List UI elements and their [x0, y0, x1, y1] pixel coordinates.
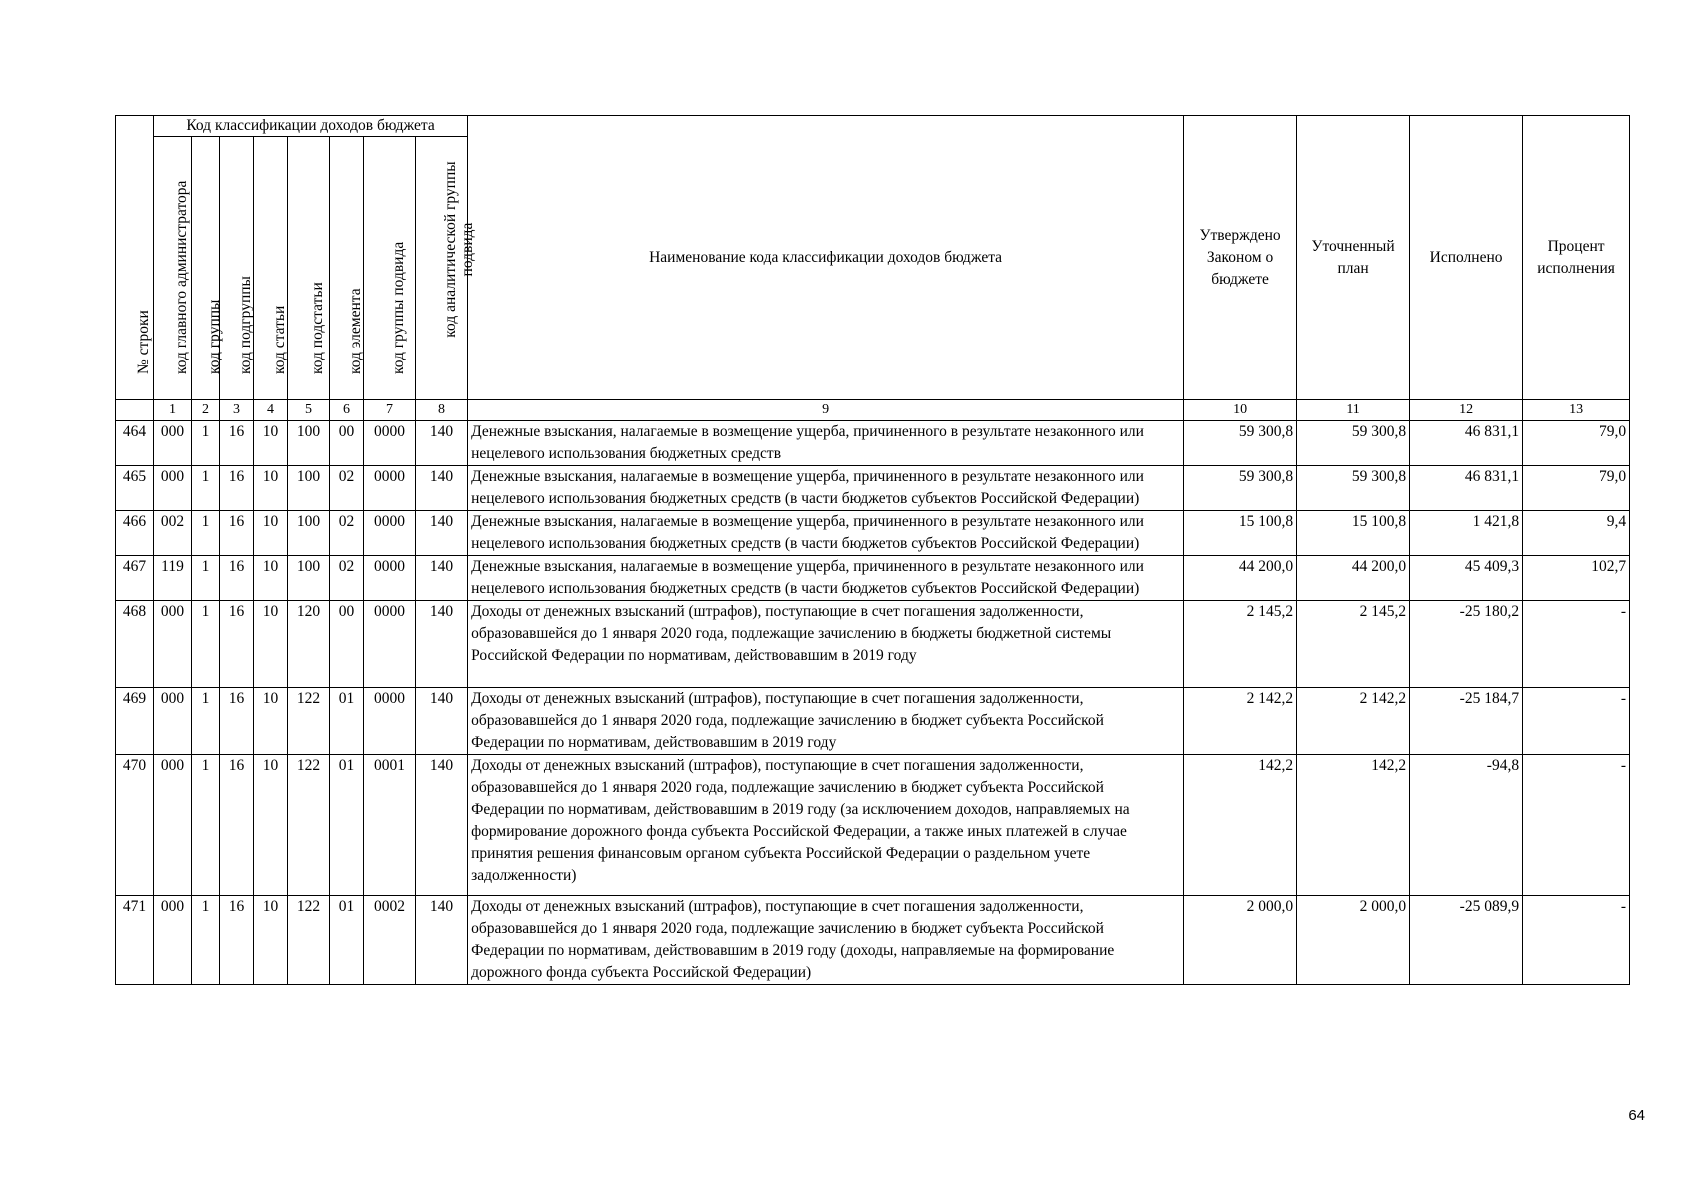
- cell-name: Доходы от денежных взысканий (штрафов), поступающие в счет погашения задолженности, образовавшейся до 1 января 2020 года, подлежащие зачислению в бюджет субъекта Российской Федерации по нормативам, действовавшим в 2019 году (доходы, направляемые на формирование дорожного фонда субъекта Российской Федерации): [468, 896, 1184, 985]
- cell-refined: 59 300,8: [1297, 466, 1410, 511]
- cell-c8: 140: [416, 421, 468, 466]
- cell-c4: 10: [254, 466, 288, 511]
- cell-c4: 10: [254, 896, 288, 985]
- header-code-article: код статьи: [254, 137, 288, 400]
- table-row: [116, 688, 1630, 755]
- col-number: 2: [192, 400, 220, 421]
- cell-c8: 140: [416, 466, 468, 511]
- cell-c3: 16: [220, 755, 254, 896]
- cell-c1: 119: [154, 556, 192, 601]
- page-number: 64: [1628, 1107, 1645, 1124]
- header-row-group: [116, 116, 1630, 137]
- cell-refined: 2 000,0: [1297, 896, 1410, 985]
- cell-c2: 1: [192, 688, 220, 755]
- cell-c4: 10: [254, 511, 288, 556]
- cell-c4: 10: [254, 601, 288, 688]
- cell-executed: 1 421,8: [1410, 511, 1523, 556]
- cell-name: Денежные взыскания, налагаемые в возмещение ущерба, причиненного в результате незаконного или нецелевого использования бюджетных средств (в части бюджетов субъектов Российской Федерации): [468, 511, 1184, 556]
- cell-name: Доходы от денежных взысканий (штрафов), поступающие в счет погашения задолженности, образовавшейся до 1 января 2020 года, подлежащие зачислению в бюджет субъекта Российской Федерации по нормативам, действовавшим в 2019 году: [468, 688, 1184, 755]
- col-number: 9: [468, 400, 1184, 421]
- cell-c7: 0001: [364, 755, 416, 896]
- cell-c1: 000: [154, 688, 192, 755]
- cell-executed: -94,8: [1410, 755, 1523, 896]
- cell-c1: 000: [154, 601, 192, 688]
- cell-name: Доходы от денежных взысканий (штрафов), поступающие в счет погашения задолженности, образовавшейся до 1 января 2020 года, подлежащие зачислению в бюджеты бюджетной системы Российской Федерации по нормативам, действовавшим в 2019 году: [468, 601, 1184, 688]
- cell-name: Денежные взыскания, налагаемые в возмещение ущерба, причиненного в результате незаконного или нецелевого использования бюджетных средств (в части бюджетов субъектов Российской Федерации): [468, 466, 1184, 511]
- table-row: [116, 421, 1630, 466]
- cell-c7: 0000: [364, 466, 416, 511]
- cell-c5: 100: [288, 511, 330, 556]
- cell-c6: 02: [330, 466, 364, 511]
- cell-approved: 44 200,0: [1184, 556, 1297, 601]
- cell-c3: 16: [220, 896, 254, 985]
- cell-name: Денежные взыскания, налагаемые в возмещение ущерба, причиненного в результате незаконного или нецелевого использования бюджетных средств: [468, 421, 1184, 466]
- header-code-admin: код главного администратора: [154, 137, 192, 400]
- header-row-no: № строки: [116, 116, 154, 400]
- cell-c5: 100: [288, 466, 330, 511]
- cell-executed: 46 831,1: [1410, 466, 1523, 511]
- table-row: [116, 466, 1630, 511]
- cell-approved: 2 142,2: [1184, 688, 1297, 755]
- cell-no: 470: [116, 755, 154, 896]
- cell-c2: 1: [192, 755, 220, 896]
- cell-c4: 10: [254, 556, 288, 601]
- cell-percent: 79,0: [1523, 466, 1630, 511]
- col-number: 12: [1410, 400, 1523, 421]
- cell-c7: 0000: [364, 556, 416, 601]
- cell-c5: 122: [288, 896, 330, 985]
- cell-name: Денежные взыскания, налагаемые в возмещение ущерба, причиненного в результате незаконного или нецелевого использования бюджетных средств (в части бюджетов субъектов Российской Федерации): [468, 556, 1184, 601]
- cell-refined: 142,2: [1297, 755, 1410, 896]
- cell-no: 469: [116, 688, 154, 755]
- table-row: [116, 601, 1630, 688]
- cell-c1: 000: [154, 896, 192, 985]
- cell-approved: 2 000,0: [1184, 896, 1297, 985]
- cell-c6: 01: [330, 688, 364, 755]
- cell-percent: 9,4: [1523, 511, 1630, 556]
- cell-c2: 1: [192, 601, 220, 688]
- header-name: Наименование кода классификации доходов бюджета: [468, 116, 1184, 400]
- cell-c2: 1: [192, 466, 220, 511]
- cell-approved: 15 100,8: [1184, 511, 1297, 556]
- cell-c8: 140: [416, 755, 468, 896]
- cell-executed: 46 831,1: [1410, 421, 1523, 466]
- cell-refined: 2 142,2: [1297, 688, 1410, 755]
- col-number: 13: [1523, 400, 1630, 421]
- col-number: 8: [416, 400, 468, 421]
- cell-c7: 0000: [364, 421, 416, 466]
- cell-c5: 120: [288, 601, 330, 688]
- col-number: 3: [220, 400, 254, 421]
- column-number-row: [116, 400, 1630, 421]
- cell-approved: 142,2: [1184, 755, 1297, 896]
- cell-c3: 16: [220, 511, 254, 556]
- cell-c5: 122: [288, 688, 330, 755]
- cell-c8: 140: [416, 896, 468, 985]
- budget-revenue-table: [115, 115, 1630, 985]
- header-executed: Исполнено: [1410, 116, 1523, 400]
- cell-c6: 00: [330, 601, 364, 688]
- cell-c3: 16: [220, 601, 254, 688]
- cell-executed: 45 409,3: [1410, 556, 1523, 601]
- cell-percent: -: [1523, 755, 1630, 896]
- cell-c8: 140: [416, 601, 468, 688]
- col-number: 7: [364, 400, 416, 421]
- header-code-analytic: код аналитической группы подвида: [416, 137, 468, 400]
- cell-c3: 16: [220, 466, 254, 511]
- table-row: [116, 896, 1630, 985]
- cell-c3: 16: [220, 688, 254, 755]
- cell-c8: 140: [416, 511, 468, 556]
- cell-percent: 79,0: [1523, 421, 1630, 466]
- cell-executed: -25 184,7: [1410, 688, 1523, 755]
- cell-percent: 102,7: [1523, 556, 1630, 601]
- cell-name: Доходы от денежных взысканий (штрафов), поступающие в счет погашения задолженности, образовавшейся до 1 января 2020 года, подлежащие зачислению в бюджет субъекта Российской Федерации по нормативам, действовавшим в 2019 году (за исключением доходов, направляемых на формирование дорожного фонда субъекта Российской Федерации, а также иных платежей в случае принятия решения финансовым органом субъекта Российской Федерации о раздельном учете задолженности): [468, 755, 1184, 896]
- cell-no: 466: [116, 511, 154, 556]
- header-approved: Утверждено Законом о бюджете: [1184, 116, 1297, 400]
- col-number: 10: [1184, 400, 1297, 421]
- header-code-element: код элемента: [330, 137, 364, 400]
- header-code-subtype-group: код группы подвида: [364, 137, 416, 400]
- header-code-subarticle: код подстатьи: [288, 137, 330, 400]
- cell-c5: 100: [288, 556, 330, 601]
- cell-c6: 00: [330, 421, 364, 466]
- cell-c7: 0002: [364, 896, 416, 985]
- header-code-group-col: код группы: [192, 137, 220, 400]
- cell-refined: 2 145,2: [1297, 601, 1410, 688]
- col-number: 5: [288, 400, 330, 421]
- cell-approved: 59 300,8: [1184, 466, 1297, 511]
- cell-percent: -: [1523, 896, 1630, 985]
- cell-approved: 59 300,8: [1184, 421, 1297, 466]
- cell-no: 468: [116, 601, 154, 688]
- col-number: 1: [154, 400, 192, 421]
- cell-c1: 000: [154, 755, 192, 896]
- cell-c8: 140: [416, 688, 468, 755]
- cell-c2: 1: [192, 896, 220, 985]
- col-number: 4: [254, 400, 288, 421]
- header-refined: Уточненный план: [1297, 116, 1410, 400]
- header-code-subgroup: код подгруппы: [220, 137, 254, 400]
- cell-no: 464: [116, 421, 154, 466]
- table-row: [116, 511, 1630, 556]
- cell-c3: 16: [220, 556, 254, 601]
- header-percent: Процент исполнения: [1523, 116, 1630, 400]
- cell-c2: 1: [192, 556, 220, 601]
- col-number: 11: [1297, 400, 1410, 421]
- cell-c1: 000: [154, 466, 192, 511]
- cell-c5: 100: [288, 421, 330, 466]
- col-number: 6: [330, 400, 364, 421]
- cell-executed: -25 180,2: [1410, 601, 1523, 688]
- table-row: [116, 556, 1630, 601]
- cell-c7: 0000: [364, 688, 416, 755]
- cell-c8: 140: [416, 556, 468, 601]
- cell-percent: -: [1523, 601, 1630, 688]
- cell-approved: 2 145,2: [1184, 601, 1297, 688]
- cell-c6: 01: [330, 755, 364, 896]
- cell-refined: 15 100,8: [1297, 511, 1410, 556]
- cell-no: 471: [116, 896, 154, 985]
- cell-c3: 16: [220, 421, 254, 466]
- cell-c6: 01: [330, 896, 364, 985]
- cell-c2: 1: [192, 511, 220, 556]
- cell-percent: -: [1523, 688, 1630, 755]
- cell-no: 465: [116, 466, 154, 511]
- cell-refined: 59 300,8: [1297, 421, 1410, 466]
- cell-c7: 0000: [364, 601, 416, 688]
- cell-c4: 10: [254, 688, 288, 755]
- cell-c5: 122: [288, 755, 330, 896]
- cell-c6: 02: [330, 511, 364, 556]
- cell-c4: 10: [254, 421, 288, 466]
- cell-c6: 02: [330, 556, 364, 601]
- cell-c4: 10: [254, 755, 288, 896]
- cell-executed: -25 089,9: [1410, 896, 1523, 985]
- col-number: [116, 400, 154, 421]
- header-code-group: Код классификации доходов бюджета: [154, 116, 468, 137]
- cell-c2: 1: [192, 421, 220, 466]
- cell-refined: 44 200,0: [1297, 556, 1410, 601]
- cell-c1: 002: [154, 511, 192, 556]
- cell-no: 467: [116, 556, 154, 601]
- cell-c1: 000: [154, 421, 192, 466]
- cell-c7: 0000: [364, 511, 416, 556]
- table-row: [116, 755, 1630, 896]
